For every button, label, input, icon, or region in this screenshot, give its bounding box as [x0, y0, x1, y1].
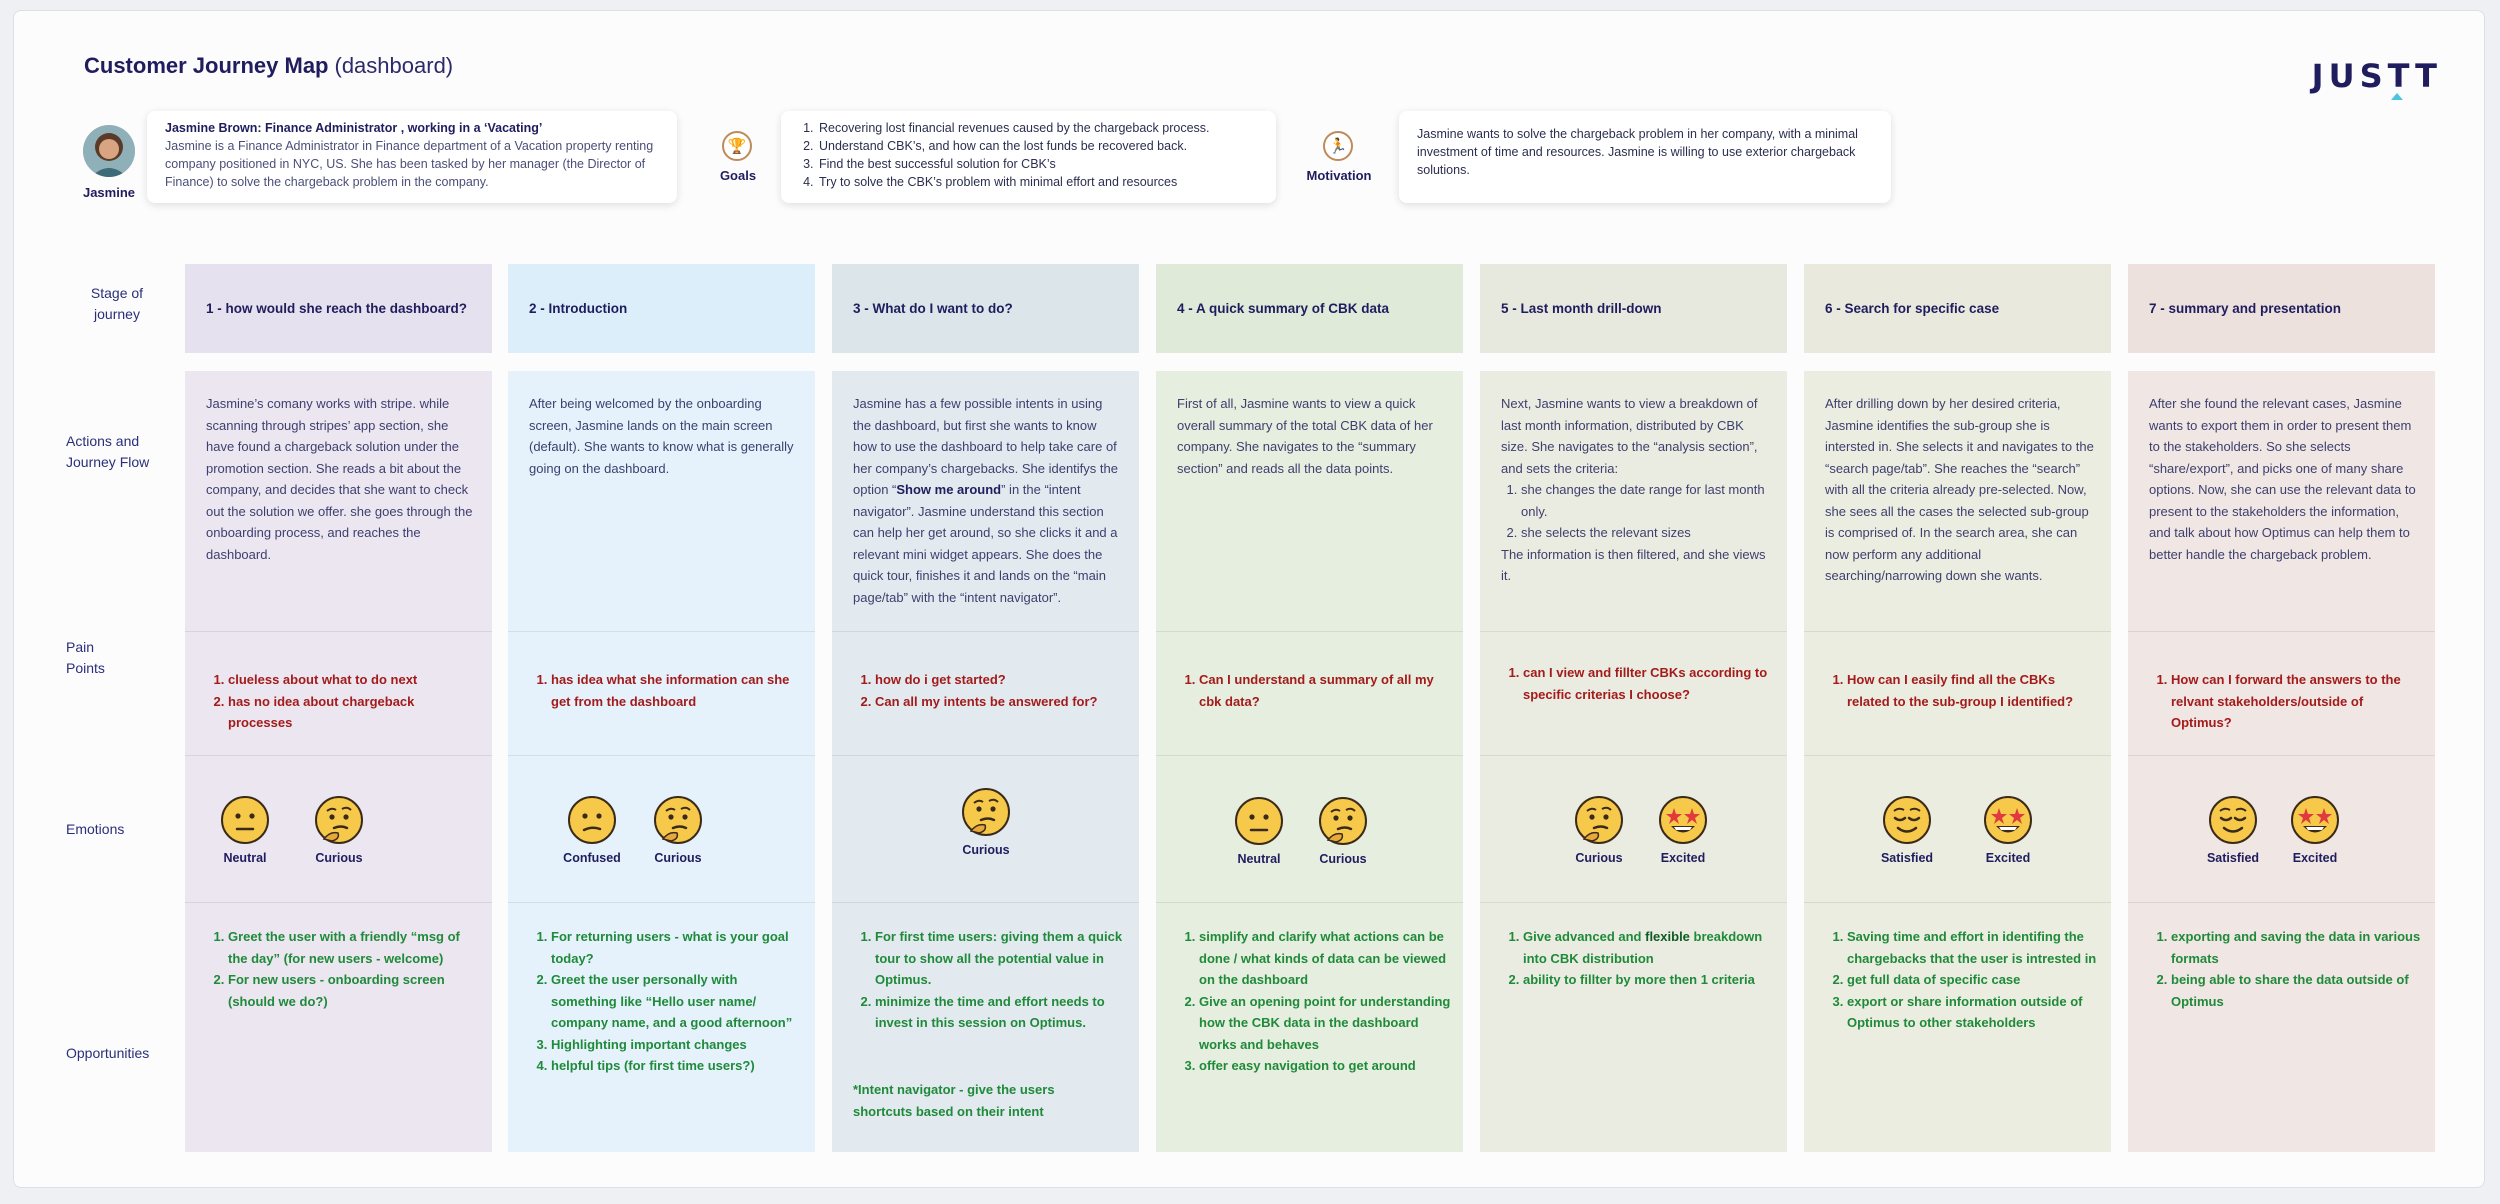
persona-avatar: [83, 125, 135, 177]
emotion-label: Curious: [1575, 851, 1623, 865]
row-divider: [508, 631, 815, 632]
action-step: 1. she changes the date range for last month only.: [1521, 479, 1771, 522]
pain-points: [529, 669, 804, 712]
action-text: Jasmine’s comany works with stripe. while scanning through stripes’ app section, she have found a chargeback solution under the promotion section. She reads a bit about the company, and decides that she want to check out the solution we offer. she goes through the onboarding process, and reaches the dashboard.: [206, 396, 473, 562]
thinking-face-icon: [314, 795, 364, 845]
opportunities: [1501, 926, 1776, 991]
pain-item: 1. Can I understand a summary of all my cbk data?: [1199, 669, 1452, 712]
opportunity-item: 1. exporting and saving the data in various formats: [2171, 926, 2424, 969]
stage-title: 4 - A quick summary of CBK data: [1177, 301, 1390, 316]
opportunity-item: 1. For first time users: giving them a quick tour to show all the potential value in Optimus.: [875, 926, 1128, 991]
emotion-curious: [1303, 796, 1383, 866]
goals-card: [781, 111, 1276, 203]
row-divider: [832, 902, 1139, 903]
row-divider: [1156, 755, 1463, 756]
emotion-neutral: [205, 795, 285, 865]
goal-item: 2. Understand CBK’s, and how can the lost funds be recovered back.: [817, 137, 1258, 155]
emotion-label: Confused: [563, 851, 621, 865]
row-label-opportunities: Opportunities: [66, 1045, 150, 1061]
pain-points: [206, 669, 481, 734]
goals-list: [799, 119, 1258, 191]
action-text: [1501, 393, 1771, 587]
emotion-label: Curious: [962, 843, 1010, 857]
emotion-curious: [638, 795, 718, 865]
row-divider: [185, 755, 492, 756]
pain-item: 1. can I view and fillter CBKs according to specific criterias I choose?: [1523, 662, 1776, 705]
action-intro: Next, Jasmine wants to view a breakdown of last month information, distributed by CBK size. She navigates to the “analysis section”, and sets the criteria:: [1501, 396, 1758, 476]
title-subtitle: (dashboard): [334, 53, 454, 78]
thinking-face-icon: [653, 795, 703, 845]
persona-bio-lead: Jasmine Brown: Finance Administrator , working in a ‘Vacating’: [165, 121, 543, 135]
stage-header: [2128, 264, 2435, 353]
persona-bio-card: [147, 111, 677, 203]
row-label-stage: Stage of journey: [90, 285, 144, 322]
emotion-label: Curious: [315, 851, 363, 865]
emotion-label: Excited: [2292, 851, 2338, 865]
show-me-around-highlight: Show me around: [896, 482, 1002, 497]
action-text: First of all, Jasmine wants to view a quick overall summary of the total CBK data of her company. She navigates to the “summary section” and reads all the data points.: [1177, 396, 1433, 476]
goal-item: 4. Try to solve the CBK’s problem with minimal effort and resources: [817, 173, 1258, 191]
justt-logo: JUSTT: [2311, 57, 2442, 95]
logo-accent-mark: [2391, 93, 2403, 100]
opportunities: [853, 926, 1128, 1034]
row-divider: [1156, 631, 1463, 632]
emotion-excited: [1968, 795, 2048, 865]
stage-title: 2 - Introduction: [529, 301, 628, 316]
emotion-excited: [2275, 795, 2355, 865]
pain-item: 1. How can I easily find all the CBKs related to the sub-group I identified?: [1847, 669, 2100, 712]
emotion-label: Satisfied: [2206, 851, 2260, 865]
stage-column: [508, 371, 815, 1152]
opportunity-item: 2. ability to fillter by more then 1 criteria: [1523, 969, 1776, 991]
intent-navigator-note: *Intent navigator - give the users shortcuts based on their intent: [853, 1082, 1055, 1119]
neutral-face-icon: [1234, 796, 1284, 846]
opportunity-item: 4. helpful tips (for first time users?): [551, 1055, 804, 1077]
action-text: After being welcomed by the onboarding screen, Jasmine lands on the main screen (default). She wants to know what is generally going on the dashboard.: [529, 396, 794, 476]
emotion-satisfied: [2193, 795, 2273, 865]
row-divider: [832, 755, 1139, 756]
row-divider: [1480, 755, 1787, 756]
persona-name: Jasmine: [82, 185, 136, 200]
row-divider: [1156, 902, 1463, 903]
row-divider: [1480, 902, 1787, 903]
row-divider: [185, 902, 492, 903]
row-label-actions: Actions and Journey Flow: [66, 433, 150, 470]
row-divider: [1804, 631, 2111, 632]
emotion-label: Excited: [1660, 851, 1706, 865]
row-divider: [832, 631, 1139, 632]
thinking-face-icon: [1574, 795, 1624, 845]
stage-header: [832, 264, 1139, 353]
opportunities: [1825, 926, 2100, 1034]
opportunity-item: 1. simplify and clarify what actions can be done / what kinds of data can be viewed on the dashboard: [1199, 926, 1452, 991]
thinking-face-icon: [961, 787, 1011, 837]
row-label-pain: Pain Points: [66, 639, 105, 676]
opportunity-text-part: Give advanced and: [1523, 929, 1646, 944]
emotion-excited: [1643, 795, 1723, 865]
emotion-curious: [299, 795, 379, 865]
emotion-label: Neutral: [1237, 852, 1281, 866]
relieved-face-icon: [1882, 795, 1932, 845]
emotion-label: Excited: [1985, 851, 2031, 865]
opportunity-item: 2. minimize the time and effort needs to invest in this session on Optimus.: [875, 991, 1128, 1034]
action-text-part: ” in the “intent navigator”. Jasmine understand this section can help her get around, so she clicks it and a relevant mini widget appears. She does the quick tour, finishes it and lands on the “main page/tab” with the “intent navigator”.: [853, 482, 1118, 605]
stage-header: [1804, 264, 2111, 353]
emotion-label: Satisfied: [1880, 851, 1934, 865]
emotion-label: Curious: [654, 851, 702, 865]
stage-column: [832, 371, 1139, 1152]
row-divider: [2128, 902, 2435, 903]
action-text: [853, 393, 1123, 608]
star-struck-face-icon: [2290, 795, 2340, 845]
running-person-icon: 🏃: [1323, 131, 1353, 161]
opportunity-item: 2. Give an opening point for understanding how the CBK data in the dashboard works and behaves: [1199, 991, 1452, 1056]
goals-label: Goals: [719, 168, 757, 183]
opportunities: [206, 926, 481, 1012]
pain-points: [1177, 669, 1452, 712]
action-outro: The information is then filtered, and she views it.: [1501, 546, 1766, 583]
emotion-curious: [1559, 795, 1639, 865]
opportunity-item: 2. being able to share the data outside of Optimus: [2171, 969, 2424, 1012]
title-text: Customer Journey Map: [84, 53, 329, 78]
action-step: 2. she selects the relevant sizes: [1521, 522, 1771, 544]
opportunity-text-part: breakdown into CBK distribution: [1523, 929, 1763, 966]
confused-face-icon: [567, 795, 617, 845]
emotion-label: Neutral: [223, 851, 267, 865]
stage-title: 3 - What do I want to do?: [853, 301, 1013, 316]
action-text: After drilling down by her desired criteria, Jasmine identifies the sub-group she is intersted in. She selects it and navigates to the “search page/tab”. She reaches the “search” with all the criteria already pre-selected. Now, she sees all the cases the selected sub-group is comprised of. In the search area, she can now perform any additional searching/narrowing down she wants.: [1825, 396, 2094, 583]
journey-board: [13, 10, 2485, 1188]
stage-header: [1480, 264, 1787, 353]
emotion-confused: [552, 795, 632, 865]
page-title: [84, 53, 453, 79]
opportunity-item: 1. Saving time and effort in identifing the chargebacks that the user is intrested in: [1847, 926, 2100, 969]
motivation-text: Jasmine wants to solve the chargeback problem in her company, with a minimal investment of time and resources. Jasmine is willing to use exterior chargeback solutions.: [1417, 127, 1858, 177]
stage-header: [1156, 264, 1463, 353]
action-text-part: Jasmine has a few possible intents in using the dashboard, but first she wants to know how to use the dashboard to help take care of her company’s chargebacks. She identifys the option “: [853, 396, 1118, 497]
star-struck-face-icon: [1658, 795, 1708, 845]
opportunity-item: 1. Greet the user with a friendly “msg of the day” (for new users - welcome): [228, 926, 481, 969]
stage-title: 5 - Last month drill-down: [1501, 301, 1662, 316]
opportunity-item: 2. For new users - onboarding screen (should we do?): [228, 969, 481, 1012]
stage-column: [2128, 371, 2435, 1152]
opportunities: [1177, 926, 1452, 1077]
pain-points: [853, 669, 1128, 712]
opportunity-item: 1. For returning users - what is your goal today?: [551, 926, 804, 969]
row-divider: [185, 631, 492, 632]
stage-title: 6 - Search for specific case: [1825, 301, 2000, 316]
stage-title: 7 - summary and presentation: [2149, 301, 2342, 316]
pain-points: [2149, 669, 2424, 734]
pain-points: [1501, 662, 1776, 705]
opportunities: [2149, 926, 2424, 1012]
opportunity-item: 3. offer easy navigation to get around: [1199, 1055, 1452, 1077]
stage-column: [1156, 371, 1463, 1152]
pain-item: 2. has no idea about chargeback processes: [228, 691, 481, 734]
goal-item: 1. Recovering lost financial revenues caused by the chargeback process.: [817, 119, 1258, 137]
thinking-face-icon: [1318, 796, 1368, 846]
opportunity-item: 3. export or share information outside of Optimus to other stakeholders: [1847, 991, 2100, 1034]
emotion-neutral: [1219, 796, 1299, 866]
persona-bio-text: Jasmine is a Finance Administrator in Finance department of a Vacation property renting company positioned in NYC, US. She has been tasked by her manager (the Director of Finance) to solve the chargeback problem in the company.: [165, 139, 654, 189]
action-text: After she found the relevant cases, Jasmine wants to export them in order to present them to the stakeholders. So she selects “share/export”, and picks one of many share options. Now, she can use the relevant data to present to the stakeholders the information, and talk about how Optimus can help them to better handle the chargeback problem.: [2149, 396, 2416, 562]
goal-item: 3. Find the best successful solution for CBK’s: [817, 155, 1258, 173]
pain-item: 1. has idea what she information can she get from the dashboard: [551, 669, 804, 712]
row-divider: [1804, 902, 2111, 903]
emotion-curious: [946, 787, 1026, 857]
opportunity-item: [1523, 926, 1776, 969]
star-struck-face-icon: [1983, 795, 2033, 845]
row-label-emotions: Emotions: [66, 821, 125, 837]
row-divider: [2128, 631, 2435, 632]
pain-item: 1. how do i get started?: [875, 669, 1128, 691]
neutral-face-icon: [220, 795, 270, 845]
stage-column: [1804, 371, 2111, 1152]
stage-header: [185, 264, 492, 353]
trophy-icon: 🏆: [722, 131, 752, 161]
emotion-satisfied: [1867, 795, 1947, 865]
stage-header: [508, 264, 815, 353]
stage-column: [1480, 371, 1787, 1152]
pain-item: 1. How can I forward the answers to the relvant stakeholders/outside of Optimus?: [2171, 669, 2424, 734]
opportunity-item: 2. get full data of specific case: [1847, 969, 2100, 991]
row-divider: [508, 755, 815, 756]
motivation-label: Motivation: [1306, 168, 1372, 183]
opportunity-item: 2. Greet the user personally with something like “Hello user name/ company name, and a good afternoon”: [551, 969, 804, 1034]
row-divider: [2128, 755, 2435, 756]
opportunities: [529, 926, 804, 1077]
stage-column: [185, 371, 492, 1152]
pain-points: [1825, 669, 2100, 712]
pain-item: 2. Can all my intents be answered for?: [875, 691, 1128, 713]
opportunity-item: 3. Highlighting important changes: [551, 1034, 804, 1056]
motivation-card: [1399, 111, 1891, 203]
emotion-label: Curious: [1319, 852, 1367, 866]
opportunity-emphasis: flexible: [1645, 929, 1690, 944]
row-divider: [508, 902, 815, 903]
pain-item: 1. clueless about what to do next: [228, 669, 481, 691]
relieved-face-icon: [2208, 795, 2258, 845]
row-divider: [1480, 631, 1787, 632]
row-divider: [1804, 755, 2111, 756]
stage-title: 1 - how would she reach the dashboard?: [206, 301, 468, 316]
